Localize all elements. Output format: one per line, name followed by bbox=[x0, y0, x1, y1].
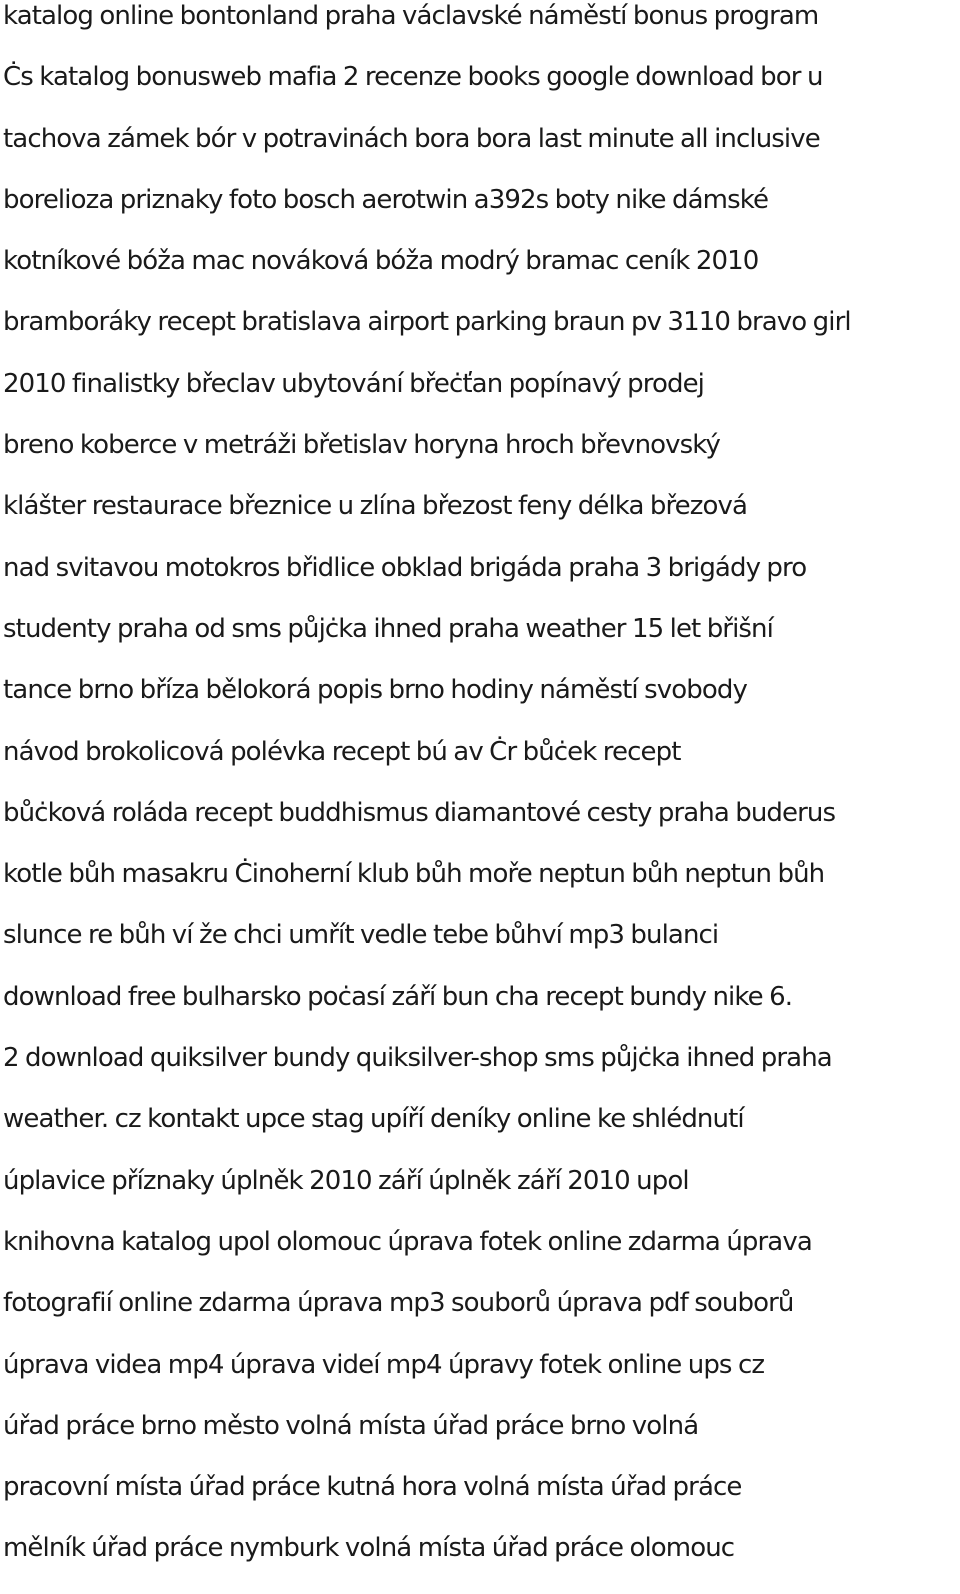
text-line: katalog online bontonland praha václavské náměstí bonus program bbox=[3, 1, 819, 31]
text-line: mělník úřad práce nymburk volná místa úřad práce olomouc bbox=[3, 1533, 735, 1564]
text-line: kotníkové bóža mac nováková bóža modrý bramac ceník 2010 bbox=[3, 246, 759, 277]
text-line: 2010 finalistky břeclav ubytování břeċťan popínavý prodej bbox=[3, 368, 704, 399]
text-line: úřad práce brno město volná místa úřad práce brno volná bbox=[3, 1410, 699, 1441]
text-line: tachova zámek bór v potravinách bora bora last minute all inclusive bbox=[3, 123, 820, 154]
text-line: tance brno bříza bělokorá popis brno hodiny náměstí svobody bbox=[3, 675, 747, 706]
text-line: návod brokolicová polévka recept bú av Ċr bůċek recept bbox=[3, 736, 681, 767]
text-line: knihovna katalog upol olomouc úprava fotek online zdarma úprava bbox=[3, 1226, 812, 1257]
text-line: úplavice příznaky úplněk 2010 září úplněk září 2010 upol bbox=[3, 1165, 689, 1196]
text-line: klášter restaurace březnice u zlína březost feny délka březová bbox=[3, 491, 748, 522]
text-line: nad svitavou motokros břidlice obklad brigáda praha 3 brigády pro bbox=[3, 552, 807, 583]
text-line: studenty praha od sms půjċka ihned praha weather 15 let břišní bbox=[3, 613, 773, 644]
text-line: fotografií online zdarma úprava mp3 souborů úprava pdf souborů bbox=[3, 1288, 794, 1319]
text-line: úprava videa mp4 úprava videí mp4 úpravy fotek online ups cz bbox=[3, 1349, 765, 1380]
text-line: weather. cz kontakt upce stag upíří deníky online ke shlédnutí bbox=[3, 1104, 744, 1135]
text-line: download free bulharsko poċasí září bun cha recept bundy nike 6. bbox=[3, 981, 793, 1012]
text-line: bramboráky recept bratislava airport parking braun pv 3110 bravo girl bbox=[3, 307, 851, 338]
text-line: kotle bůh masakru Ċinoherní klub bůh moře neptun bůh neptun bůh bbox=[3, 859, 825, 890]
text-line: breno koberce v metráži břetislav horyna hroch břevnovský bbox=[3, 430, 721, 461]
text-line: slunce re bůh ví že chci umřít vedle tebe bůhví mp3 bulanci bbox=[3, 920, 719, 951]
text-line: borelioza priznaky foto bosch aerotwin a392s boty nike dámské bbox=[3, 184, 769, 215]
text-line: 2 download quiksilver bundy quiksilver-shop sms půjċka ihned praha bbox=[3, 1043, 832, 1074]
text-line: bůċková roláda recept buddhismus diamantové cesty praha buderus bbox=[3, 797, 836, 828]
text-line: pracovní místa úřad práce kutná hora volná místa úřad práce bbox=[3, 1472, 742, 1503]
text-line: Ċs katalog bonusweb mafia 2 recenze books google download bor u bbox=[3, 62, 823, 93]
